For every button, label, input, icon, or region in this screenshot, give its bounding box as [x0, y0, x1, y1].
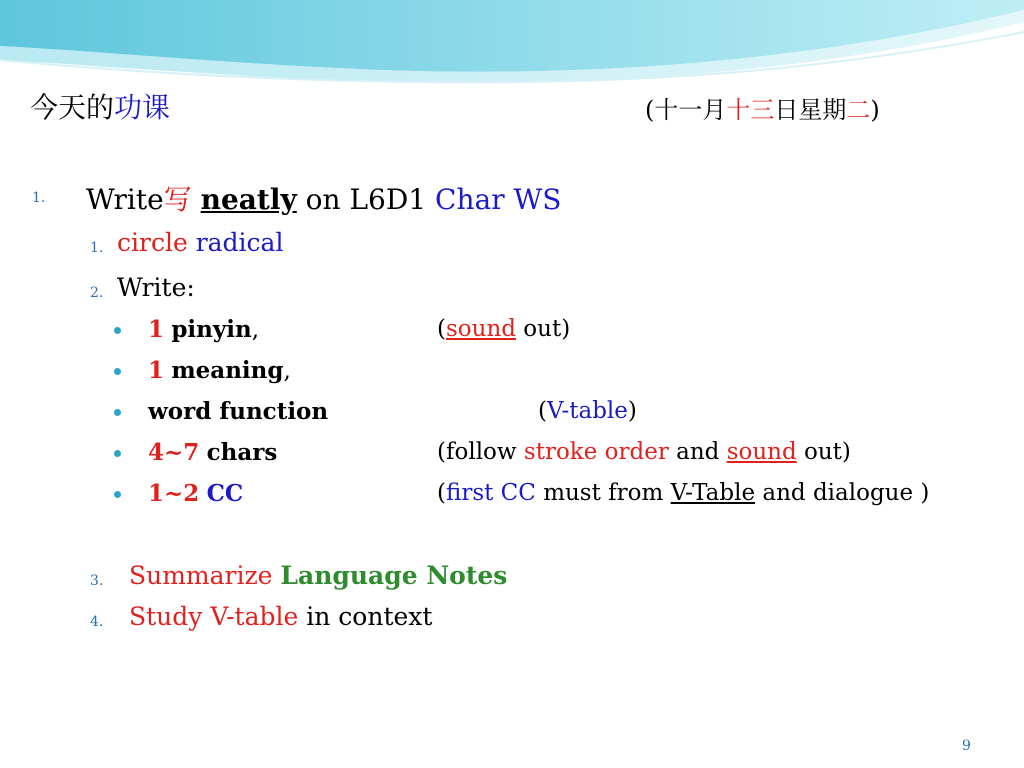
bullet-4-out: out): [804, 439, 851, 465]
bullet-4: [148, 439, 277, 466]
bullet-5-count: 1~2: [148, 480, 200, 507]
bullet-3-paren-open: (: [538, 398, 547, 424]
title-text: 今天的: [30, 91, 115, 124]
bullet-1-comma: ,: [251, 317, 260, 343]
item-4-in-context: in context: [306, 602, 433, 631]
bullet-2-comma: ,: [283, 358, 291, 384]
item-1-write: Write: [86, 183, 164, 216]
title-homework: 功课: [114, 91, 171, 124]
bullet-4-stroke-order: stroke order: [523, 439, 669, 465]
item-1-xie: 写: [163, 183, 192, 216]
item-4: [129, 602, 432, 631]
item-1-number: 1.: [32, 190, 46, 206]
bullet-4-and: and: [676, 439, 720, 465]
item-3-language-notes: Language Notes: [280, 561, 508, 590]
bullet-5-paren: (: [437, 480, 446, 506]
bullet-3: word function: [148, 398, 329, 425]
bullet-5: [148, 480, 243, 507]
header-wave-decoration: [0, 0, 1024, 90]
subitem-1-radical: radical: [195, 228, 284, 257]
date-month: 十一月: [654, 96, 727, 124]
bullet-5-vtable: V-Table: [670, 480, 756, 506]
subitem-2-number: 2.: [90, 285, 104, 301]
bullet-4-word: chars: [206, 439, 278, 466]
subitem-1-circle: circle: [117, 228, 188, 257]
bullet-2-word: meaning: [171, 357, 284, 384]
bullet-4-dot: [114, 450, 121, 457]
subitem-1-number: 1.: [90, 240, 104, 256]
bullet-5-must-from: must from: [543, 480, 664, 506]
bullet-3-dot: [114, 409, 121, 416]
bullet-5-cc: CC: [206, 480, 244, 507]
item-1-on: on L6D1: [305, 183, 427, 216]
date-day: 十三: [726, 96, 775, 124]
subitem-1: [117, 228, 283, 257]
bullet-3-paren-close: ): [627, 398, 637, 424]
bullet-5-dialogue: and dialogue ): [762, 480, 930, 506]
bullet-1-note: [437, 316, 570, 342]
bullet-4-sound: sound: [726, 439, 797, 465]
bullet-5-dot: [114, 491, 121, 498]
bullet-4-count: 4~7: [148, 439, 200, 466]
date-weekday-label: 日星期: [774, 96, 847, 124]
bullet-5-note: [437, 480, 929, 506]
bullet-2: [148, 357, 291, 384]
item-1-charws: Char WS: [435, 183, 562, 216]
item-3-number: 3.: [90, 573, 104, 589]
item-3-summarize: Summarize: [129, 561, 273, 590]
bullet-2-dot: [114, 368, 121, 375]
date-paren-close: ): [870, 96, 880, 124]
page-number: 9: [962, 738, 971, 754]
bullet-2-count: 1: [148, 357, 165, 384]
slide-date: [645, 90, 880, 125]
item-4-study-vtable: Study V-table: [129, 602, 299, 631]
bullet-1-dot: [114, 327, 121, 334]
bullet-3-vtable: V-table: [546, 398, 628, 424]
item-1-neatly: neatly: [200, 183, 297, 216]
bullet-5-first-cc: first CC: [445, 480, 536, 506]
bullet-4-note: [437, 439, 851, 465]
item-4-number: 4.: [90, 614, 104, 630]
bullet-1-sound: sound: [445, 316, 516, 342]
date-weekday: 二: [846, 96, 871, 124]
date-paren-open: (: [645, 96, 655, 124]
item-1: [86, 178, 561, 218]
bullet-1-word: pinyin: [171, 316, 252, 343]
item-3: [129, 561, 507, 590]
subitem-2: Write:: [117, 273, 195, 302]
bullet-3-note: [538, 398, 637, 424]
bullet-1-paren: (: [437, 316, 446, 342]
bullet-1: [148, 316, 259, 343]
bullet-1-out: out): [523, 316, 571, 342]
bullet-4-follow: (follow: [437, 439, 517, 465]
bullet-1-count: 1: [148, 316, 165, 343]
slide-title: [30, 86, 170, 126]
